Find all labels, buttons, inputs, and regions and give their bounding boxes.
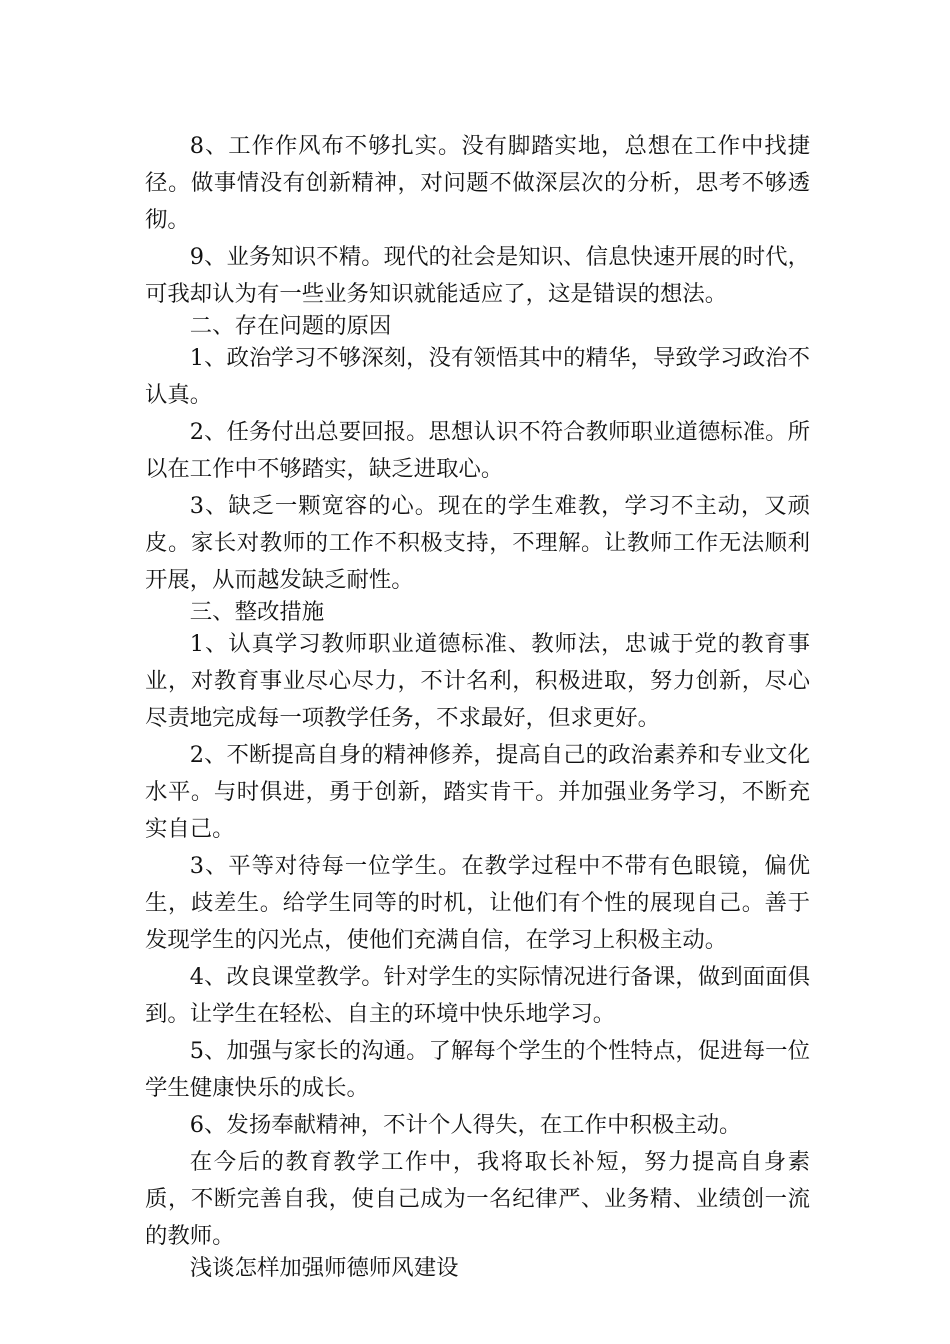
paragraph-measure-3: 3、平等对待每一位学生。在教学过程中不带有色眼镜，偏优生，歧差生。给学生同等的时机，让他们有个性的展现自己。善于发现学生的闪光点，使他们充满自信，在学习上积极主动。 <box>145 853 810 953</box>
paragraph-cause-2: 2、任务付出总要回报。思想认识不符合教师职业道德标准。所以在工作中不够踏实，缺乏进取心。 <box>145 419 810 482</box>
section-heading-measures: 三、整改措施 <box>189 599 325 625</box>
next-article-title: 浅谈怎样加强师德师风建设 <box>189 1255 459 1281</box>
paragraph-problem-9: 9、业务知识不精。现代的社会是知识、信息快速开展的时代，可我却认为有一些业务知识就能适应了，这是错误的想法。 <box>145 244 810 307</box>
paragraph-measure-4: 4、改良课堂教学。针对学生的实际情况进行备课，做到面面俱到。让学生在轻松、自主的环境中快乐地学习。 <box>145 964 810 1027</box>
paragraph-measure-2: 2、不断提高自身的精神修养，提高自己的政治素养和专业文化水平。与时俱进，勇于创新，踏实肯干。并加强业务学习，不断充实自己。 <box>145 742 810 842</box>
paragraph-measure-1: 1、认真学习教师职业道德标准、教师法，忠诚于党的教育事业，对教育事业尽心尽力，不计名利，积极进取，努力创新，尽心尽责地完成每一项教学任务，不求最好，但求更好。 <box>145 631 810 731</box>
paragraph-conclusion: 在今后的教育教学工作中，我将取长补短，努力提高自身素质，不断完善自我，使自己成为一名纪律严、业务精、业绩创一流的教师。 <box>145 1149 810 1249</box>
paragraph-cause-1: 1、政治学习不够深刻，没有领悟其中的精华，导致学习政治不认真。 <box>145 345 810 408</box>
paragraph-problem-8: 8、工作作风布不够扎实。没有脚踏实地，总想在工作中找捷径。做事情没有创新精神，对问题不做深层次的分析，思考不够透彻。 <box>145 133 810 233</box>
paragraph-measure-5: 5、加强与家长的沟通。了解每个学生的个性特点，促进每一位学生健康快乐的成长。 <box>145 1038 810 1101</box>
paragraph-cause-3: 3、缺乏一颗宽容的心。现在的学生难教，学习不主动，又顽皮。家长对教师的工作不积极支持，不理解。让教师工作无法顺利开展，从而越发缺乏耐性。 <box>145 493 810 593</box>
paragraph-measure-6: 6、发扬奉献精神，不计个人得失，在工作中积极主动。 <box>189 1112 742 1138</box>
document-page <box>145 128 810 1282</box>
section-heading-causes: 二、存在问题的原因 <box>189 313 392 339</box>
